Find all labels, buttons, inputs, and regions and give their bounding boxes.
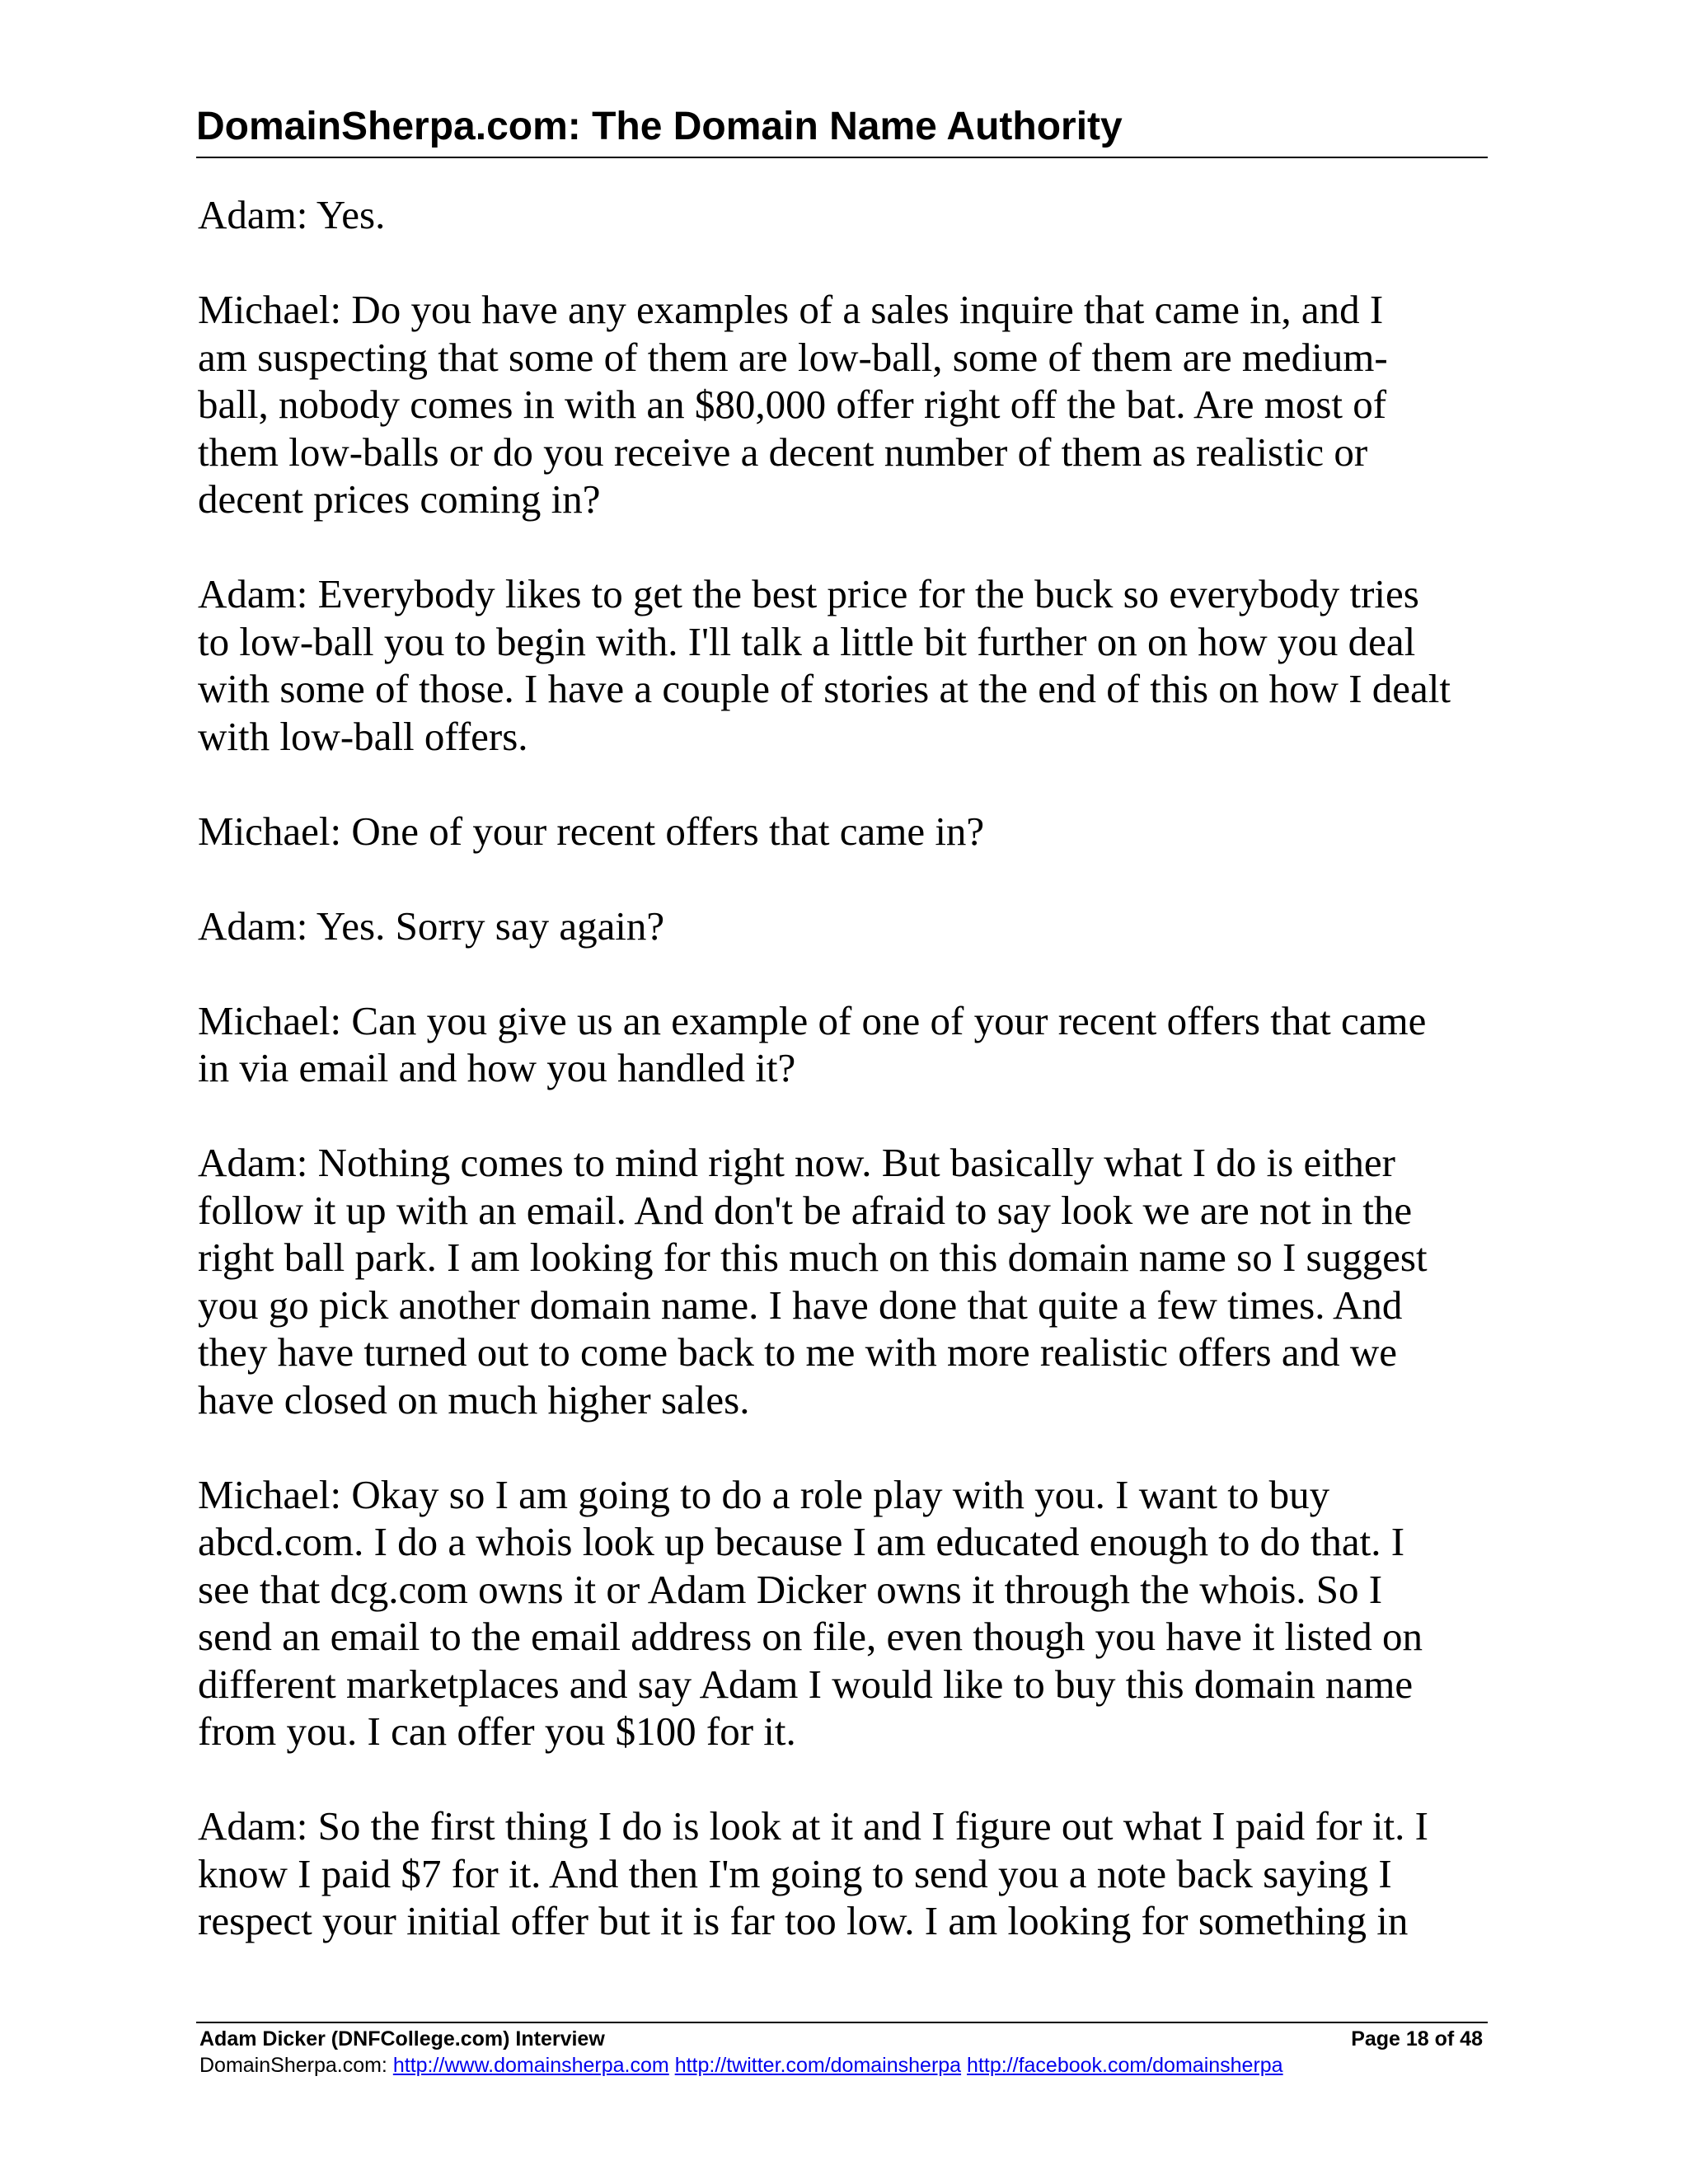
transcript-body: [198, 191, 1496, 1992]
footer-top-row: [196, 2027, 1488, 2054]
footer-site-label: DomainSherpa.com:: [199, 2054, 387, 2077]
speech-text: Can you give us an example of one of your recent offers that came in via email and how you handled it?: [198, 997, 1427, 1090]
transcript-paragraph: [198, 570, 1496, 760]
transcript-paragraph: [198, 902, 1496, 950]
speaker-name: Adam:: [198, 571, 308, 616]
speech-text: Nothing comes to mind right now. But basically what I do is either follow it up with an email. And don't be afraid to say look we are not in the right ball park. I am looking for this much on this domain name so I suggest you go pick another domain name. I have done that quite a few times. And they have turned out to come back to me with more realistic offers and we have closed on much higher sales.: [198, 1140, 1428, 1422]
speaker-name: Adam:: [198, 1140, 308, 1185]
footer-links-row: [196, 2054, 1488, 2078]
speech-text: One of your recent offers that came in?: [351, 808, 985, 854]
speaker-name: Adam:: [198, 902, 308, 949]
footer-link-facebook[interactable]: http://facebook.com/domainsherpa: [967, 2054, 1283, 2077]
speaker-name: Adam:: [198, 192, 308, 237]
speaker-name: Michael:: [198, 1471, 342, 1517]
speaker-name: Michael:: [198, 287, 342, 332]
footer-link-twitter[interactable]: http://twitter.com/domainsherpa: [674, 2054, 962, 2077]
transcript-paragraph: [198, 808, 1496, 855]
transcript-paragraph: [198, 997, 1496, 1092]
transcript-paragraph: [198, 1471, 1496, 1755]
page-footer: [196, 2022, 1488, 2078]
speaker-name: Adam:: [198, 1803, 308, 1849]
speech-text: Yes. Sorry say again?: [316, 902, 665, 949]
speech-text: Okay so I am going to do a role play with you. I want to buy abcd.com. I do a whois look up because I am educated enough to do that. I see that dcg.com owns it or Adam Dicker owns it through the whois. So I send an email to the email address on file, even though you have it listed on different marketplaces and say Adam I would like to buy this domain name from you. I can offer you $100 for it.: [198, 1471, 1423, 1754]
transcript-paragraph: [198, 191, 1496, 239]
footer-link-website[interactable]: http://www.domainsherpa.com: [392, 2054, 669, 2077]
speech-text: So the first thing I do is look at it and I figure out what I paid for it. I know I paid $7 for it. And then I'm going to send you a note back saying I respect your initial offer but it is far too low. I am looking for something in: [198, 1803, 1428, 1943]
page-header: [196, 99, 1488, 158]
speaker-name: Michael:: [198, 808, 342, 854]
header-title: DomainSherpa.com: The Domain Name Authority: [196, 105, 1123, 148]
footer-page-number: Page 18 of 48: [1351, 2027, 1483, 2050]
transcript-paragraph: [198, 286, 1496, 523]
footer-interview-title: Adam Dicker (DNFCollege.com) Interview: [199, 2027, 605, 2050]
transcript-paragraph: [198, 1139, 1496, 1423]
transcript-paragraph: [198, 1802, 1496, 1945]
speaker-name: Michael:: [198, 997, 342, 1043]
speech-text: Do you have any examples of a sales inquire that came in, and I am suspecting that some of them are low-ball, some of them are medium- ball, nobody comes in with an $80,000 offer right off the bat. Are most of them low-balls or do you receive a decent number of them as realistic or decent prices coming in?: [198, 287, 1388, 522]
speech-text: Yes.: [316, 192, 386, 237]
speech-text: Everybody likes to get the best price for the buck so everybody tries to low-ball you to begin with. I'll talk a little bit further on on how you deal with some of those. I have a couple of stories at the end of this on how I dealt with low-ball offers.: [198, 571, 1451, 759]
